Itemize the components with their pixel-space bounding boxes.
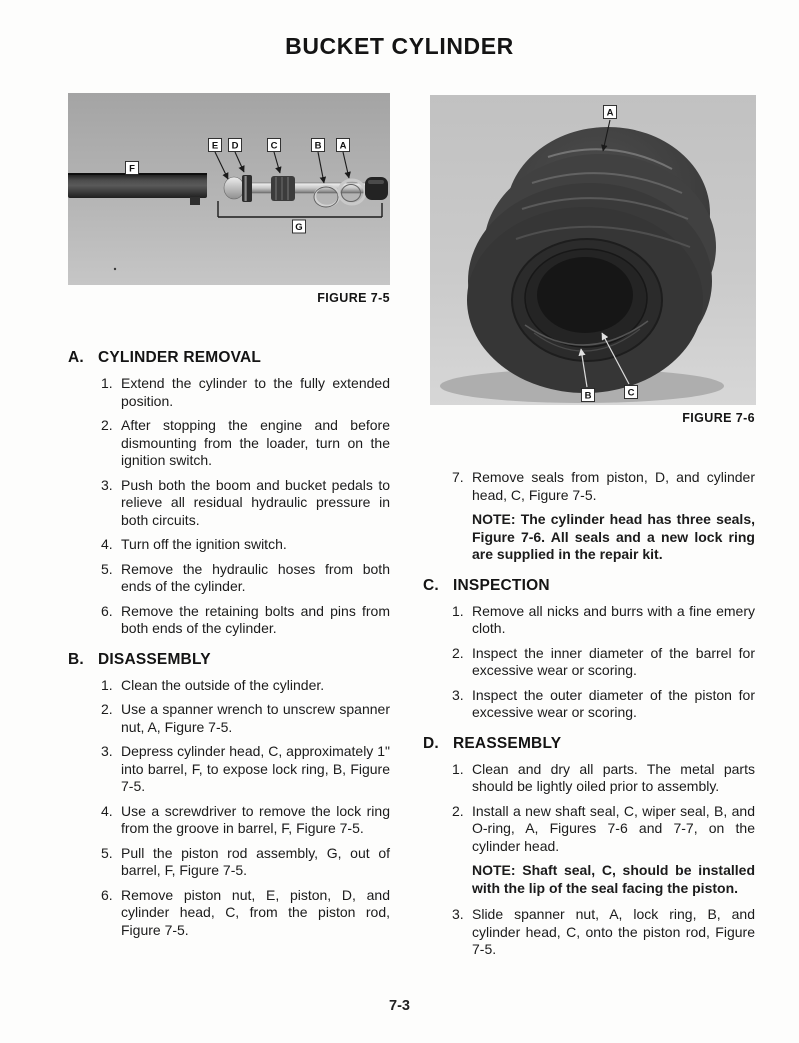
section-title: CYLINDER REMOVAL xyxy=(98,349,262,366)
item-number: 6. xyxy=(101,602,113,619)
section-d-header xyxy=(423,735,755,753)
item-text: Remove the hydraulic hoses from both ends of the cylinder. xyxy=(121,560,390,594)
item-text: Pull the piston rod assembly, G, out of barrel, F, Figure 7-5. xyxy=(121,844,390,878)
note-shaft-seal: NOTE: Shaft seal, C, should be installed with the lip of the seal facing the piston. xyxy=(472,862,755,896)
svg-text:G: G xyxy=(295,222,303,233)
cylinder-head-photo xyxy=(430,95,756,405)
item-text: Push both the boom and bucket pedals to relieve all residual hydraulic pressure in both circuits. xyxy=(121,476,390,528)
item-number: 7. xyxy=(452,469,464,485)
part-label-f xyxy=(126,162,139,175)
figure-7-5-caption: FIGURE 7-5 xyxy=(317,291,390,305)
item-number: 2. xyxy=(101,417,113,433)
section-letter: A. xyxy=(68,349,84,366)
item-text: Depress cylinder head, C, approximately 1" into barrel, F, to expose lock ring, B, Figure 7-5. xyxy=(121,743,390,794)
part-label-e xyxy=(209,139,222,152)
section-title: DISASSEMBLY xyxy=(98,650,211,668)
cylinder-head-part xyxy=(271,176,295,201)
item-text: Inspect the inner diameter of the barrel for excessive wear or scoring. xyxy=(472,644,755,678)
svg-text:F: F xyxy=(129,163,135,175)
scan-speck xyxy=(114,268,116,270)
item-text: After stopping the engine and before dismounting from the loader, turn on the ignition switch. xyxy=(121,417,390,468)
item-text: Remove all nicks and burrs with a fine emery cloth. xyxy=(472,602,755,636)
item-number: 3. xyxy=(101,476,113,493)
part-label-d xyxy=(229,139,242,152)
item-number: 2. xyxy=(452,802,464,819)
item-number: 1. xyxy=(452,602,464,619)
svg-text:A: A xyxy=(339,140,347,152)
list-item xyxy=(423,761,755,796)
list-item xyxy=(423,906,755,959)
item-text: Extend the cylinder to the fully extended position. xyxy=(121,375,390,409)
figure-7-6-caption: FIGURE 7-6 xyxy=(682,411,755,425)
list-item xyxy=(68,701,390,736)
item-number: 2. xyxy=(452,644,464,661)
item-number: 3. xyxy=(452,686,464,703)
section-letter: D. xyxy=(423,734,439,752)
figure-7-6 xyxy=(430,95,755,405)
item-text: Clean and dry all parts. The metal parts should be lightly oiled prior to assembly. xyxy=(472,760,755,794)
list-item xyxy=(68,803,390,838)
item-text: Remove the retaining bolts and pins from both ends of the cylinder. xyxy=(121,602,390,636)
list-item xyxy=(423,469,755,504)
svg-text:C: C xyxy=(627,387,635,399)
item-number: 5. xyxy=(101,560,113,577)
piston-part xyxy=(242,175,252,202)
cylinder-head-face xyxy=(512,239,662,361)
item-number: 1. xyxy=(452,760,464,777)
section-title: REASSEMBLY xyxy=(453,734,562,752)
item-text: Turn off the ignition switch. xyxy=(121,536,287,552)
part-label-a xyxy=(604,106,617,119)
right-column xyxy=(423,95,755,966)
item-text: Clean the outside of the cylinder. xyxy=(121,676,325,693)
part-label-c xyxy=(268,139,281,152)
svg-text:B: B xyxy=(584,390,592,402)
list-item xyxy=(423,687,755,722)
item-number: 4. xyxy=(101,536,113,552)
part-label-a xyxy=(337,139,350,152)
page-title: BUCKET CYLINDER xyxy=(285,33,514,59)
item-text: Use a screwdriver to remove the lock ring from the groove in barrel, F, Figure 7-5. xyxy=(121,802,390,836)
item-number: 3. xyxy=(101,743,113,759)
section-title: INSPECTION xyxy=(453,576,550,594)
list-item xyxy=(68,477,390,530)
svg-text:D: D xyxy=(231,140,239,152)
list-item xyxy=(68,561,390,596)
svg-text:C: C xyxy=(270,140,278,152)
figure-7-5 xyxy=(68,93,390,285)
page-number: 7-3 xyxy=(389,998,410,1014)
list-item xyxy=(68,743,390,796)
section-c-header xyxy=(423,577,755,595)
list-item xyxy=(423,803,755,856)
item-number: 1. xyxy=(101,375,113,391)
item-text: Use a spanner wrench to unscrew spanner nut, A, Figure 7-5. xyxy=(121,701,390,735)
cylinder-disassembly-photo xyxy=(68,93,390,285)
item-number: 4. xyxy=(101,802,113,819)
list-item xyxy=(68,603,390,638)
section-a-header xyxy=(68,349,390,367)
item-number: 1. xyxy=(101,676,113,693)
part-label-g xyxy=(293,220,306,233)
note-seals: NOTE: The cylinder head has three seals, Figure 7-6. All seals and a new lock ring are supplied in the repair kit. xyxy=(472,511,755,562)
piston-nut-part xyxy=(224,177,244,199)
section-b-header xyxy=(68,651,390,669)
svg-text:E: E xyxy=(211,140,219,152)
item-number: 6. xyxy=(101,886,113,903)
section-letter: C. xyxy=(423,576,439,594)
list-item xyxy=(68,417,390,470)
list-item xyxy=(68,536,390,554)
list-item xyxy=(423,645,755,680)
list-item xyxy=(68,845,390,880)
item-number: 3. xyxy=(452,906,464,922)
list-item xyxy=(68,375,390,410)
left-column xyxy=(68,93,390,946)
list-item xyxy=(68,887,390,940)
item-number: 2. xyxy=(101,701,113,717)
item-number: 5. xyxy=(101,844,113,861)
item-text: Inspect the outer diameter of the piston for excessive wear or scoring. xyxy=(472,686,755,720)
svg-text:A: A xyxy=(606,107,614,119)
item-text: Remove seals from piston, D, and cylinder head, C, Figure 7-5. xyxy=(472,469,755,503)
list-item xyxy=(68,677,390,695)
item-text: Slide spanner nut, A, lock ring, B, and cylinder head, C, onto the piston rod, Figure 7-5. xyxy=(472,906,755,957)
svg-text:B: B xyxy=(314,140,322,152)
section-letter: B. xyxy=(68,650,84,668)
item-text: Remove piston nut, E, piston, D, and cylinder head, C, from the piston rod, Figure 7-5. xyxy=(121,886,390,938)
part-label-b xyxy=(312,139,325,152)
list-item xyxy=(423,603,755,638)
part-label-c xyxy=(625,386,638,399)
part-label-b xyxy=(582,389,595,402)
item-text: Install a new shaft seal, C, wiper seal, B, and O-ring, A, Figures 7-6 and 7-7, on the cylinder head. xyxy=(472,802,755,854)
